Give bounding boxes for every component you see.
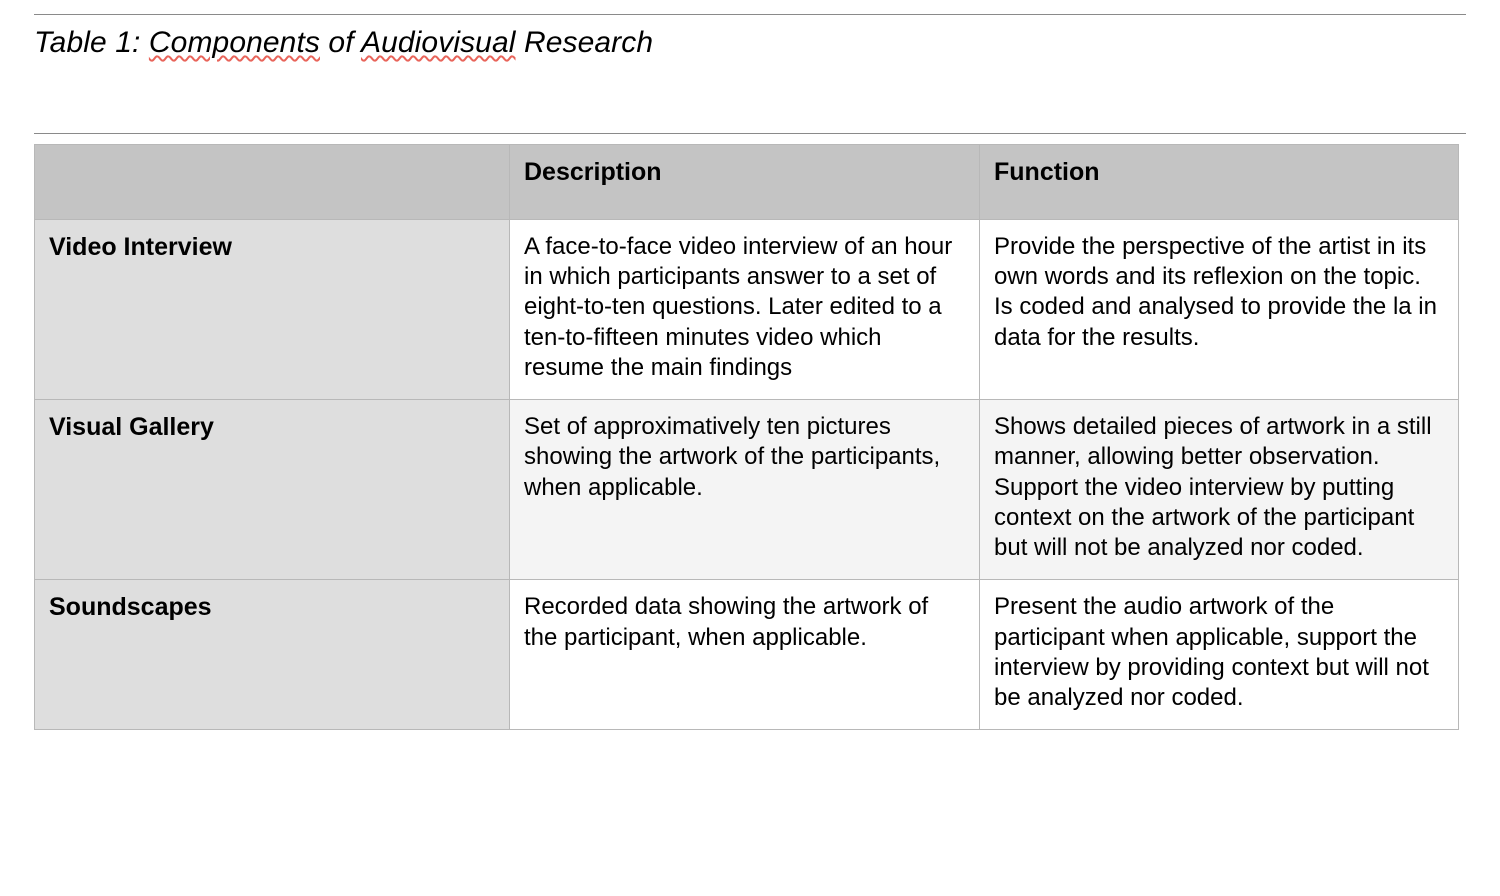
row-label-visual-gallery: Visual Gallery [35, 400, 510, 580]
caption-prefix: Table 1: [34, 26, 149, 59]
caption-misspelled-word-2: Audiovisual [360, 26, 516, 59]
cell-description-soundscapes: Recorded data showing the artwork of the participant, when applicable. [510, 580, 980, 730]
cell-function-video-interview: Provide the perspective of the artist in its own words and its reflexion on the topic. Is coded and analysed to provide the la in data for the results. [980, 220, 1459, 400]
table-row [35, 400, 1459, 580]
components-table [34, 144, 1459, 730]
caption-suffix: Research [515, 26, 654, 59]
column-header-blank [35, 145, 510, 220]
table-header-row [35, 145, 1459, 220]
row-label-video-interview: Video Interview [35, 220, 510, 400]
table-header [35, 145, 1459, 220]
cell-description-visual-gallery: Set of approximatively ten pictures showing the artwork of the participants, when applicable. [510, 400, 980, 580]
cell-description-video-interview: A face-to-face video interview of an hour in which participants answer to a set of eight-to-ten questions. Later edited to a ten-to-fifteen minutes video which resume the main findings [510, 220, 980, 400]
table-row [35, 580, 1459, 730]
caption-mid: of [320, 26, 361, 59]
table-body [35, 220, 1459, 730]
table-top-rule [34, 133, 1466, 134]
column-header-description: Description [510, 145, 980, 220]
table-caption [34, 26, 653, 60]
row-label-soundscapes: Soundscapes [35, 580, 510, 730]
cell-function-soundscapes: Present the audio artwork of the participant when applicable, support the interview by providing context but will not be analyzed nor coded. [980, 580, 1459, 730]
cell-function-visual-gallery: Shows detailed pieces of artwork in a still manner, allowing better observation. Support the video interview by putting context on the artwork of the participant but will not be analyzed nor coded. [980, 400, 1459, 580]
table-row [35, 220, 1459, 400]
top-horizontal-rule [34, 14, 1466, 15]
column-header-function: Function [980, 145, 1459, 220]
caption-misspelled-word-1: Components [148, 26, 320, 59]
